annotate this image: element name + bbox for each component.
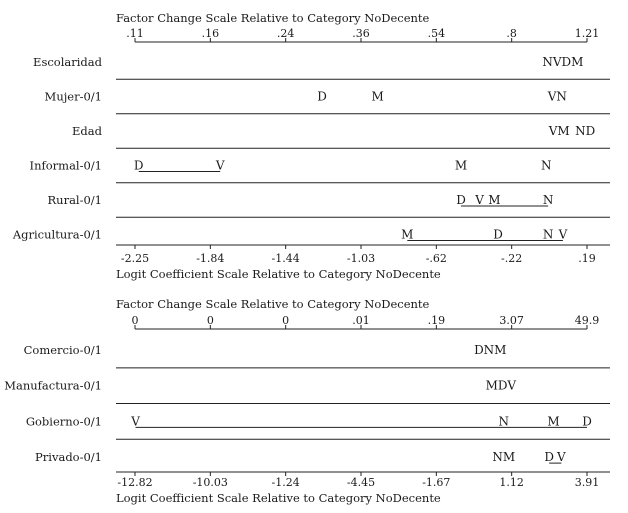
- bottom-tick-label: -1.03: [346, 252, 376, 265]
- row-label: Escolaridad: [33, 55, 102, 69]
- category-marker: N: [498, 414, 510, 429]
- bottom-tick-label: 3.91: [574, 476, 600, 489]
- category-marker: M: [454, 158, 468, 173]
- bottom-tick-label: -12.82: [117, 476, 153, 489]
- category-marker: M: [547, 414, 560, 429]
- top-tick-label: .36: [352, 27, 370, 40]
- category-marker: N: [542, 227, 554, 242]
- category-marker: N: [542, 193, 554, 207]
- row-label: Gobierno-0/1: [25, 414, 102, 429]
- top-tick-label: 1.21: [574, 27, 600, 40]
- category-marker: M: [401, 227, 414, 242]
- category-marker: N: [540, 158, 552, 173]
- bottom-tick-label: -.62: [425, 252, 447, 265]
- category-marker: D: [133, 158, 144, 173]
- category-marker: MDV: [485, 378, 517, 393]
- category-marker: M: [488, 193, 501, 207]
- top-tick-label: .19: [427, 314, 446, 327]
- top-tick-label: .01: [352, 314, 370, 327]
- top-tick-label: .54: [427, 27, 446, 40]
- top-tick-label: .8: [506, 27, 517, 40]
- category-marker: VM: [548, 124, 570, 138]
- category-marker: D: [456, 193, 466, 207]
- category-marker: V: [475, 193, 484, 207]
- category-marker: ND: [575, 124, 596, 138]
- top-axis-title: Factor Change Scale Relative to Category NoDecente: [116, 11, 430, 25]
- top-tick-label: 3.07: [499, 314, 524, 327]
- bottom-tick-label: -1.44: [271, 252, 300, 265]
- row-label: Comercio-0/1: [23, 343, 102, 357]
- row-label: Informal-0/1: [29, 158, 102, 173]
- top-tick-label: .16: [201, 27, 220, 40]
- category-marker: M: [371, 89, 384, 104]
- top-axis-title: Factor Change Scale Relative to Category NoDecente: [116, 297, 430, 311]
- row-label: Edad: [72, 124, 102, 138]
- row-label: Mujer-0/1: [44, 89, 102, 104]
- top-tick-label: 0: [131, 314, 139, 327]
- top-tick-label: .24: [276, 27, 295, 40]
- top-tick-label: 0: [282, 314, 290, 327]
- bottom-axis-title: Logit Coefficient Scale Relative to Category NoDecente: [116, 267, 441, 281]
- category-marker: NM: [492, 450, 516, 465]
- row-label: Rural-0/1: [47, 193, 102, 207]
- category-marker: D: [493, 227, 503, 242]
- category-marker: VN: [547, 89, 567, 104]
- bottom-tick-label: -1.84: [196, 252, 225, 265]
- bottom-tick-label: .19: [578, 252, 596, 265]
- bottom-tick-label: -10.03: [192, 476, 228, 489]
- bottom-tick-label: -2.25: [120, 252, 150, 265]
- top-tick-label: .11: [126, 27, 144, 40]
- top-tick-label: 49.9: [574, 314, 600, 327]
- bottom-tick-label: 1.12: [499, 476, 524, 489]
- category-marker: V: [556, 450, 566, 465]
- category-marker: V: [558, 227, 568, 242]
- row-label: Agricultura-0/1: [12, 227, 102, 242]
- category-marker: DNM: [474, 343, 507, 357]
- category-marker: V: [215, 158, 225, 173]
- row-label: Manufactura-0/1: [4, 378, 102, 393]
- top-tick-label: 0: [206, 314, 214, 327]
- category-marker: NVDM: [542, 55, 584, 69]
- bottom-axis-title: Logit Coefficient Scale Relative to Category NoDecente: [116, 491, 441, 505]
- bottom-tick-label: -.22: [501, 252, 523, 265]
- category-marker: D: [317, 89, 327, 104]
- category-marker: D: [544, 450, 554, 465]
- bottom-tick-label: -1.24: [271, 476, 300, 489]
- category-marker: V: [131, 414, 140, 429]
- row-label: Privado-0/1: [35, 450, 102, 465]
- bottom-tick-label: -1.67: [422, 476, 451, 489]
- category-marker: D: [582, 414, 592, 429]
- bottom-tick-label: -4.45: [346, 476, 376, 489]
